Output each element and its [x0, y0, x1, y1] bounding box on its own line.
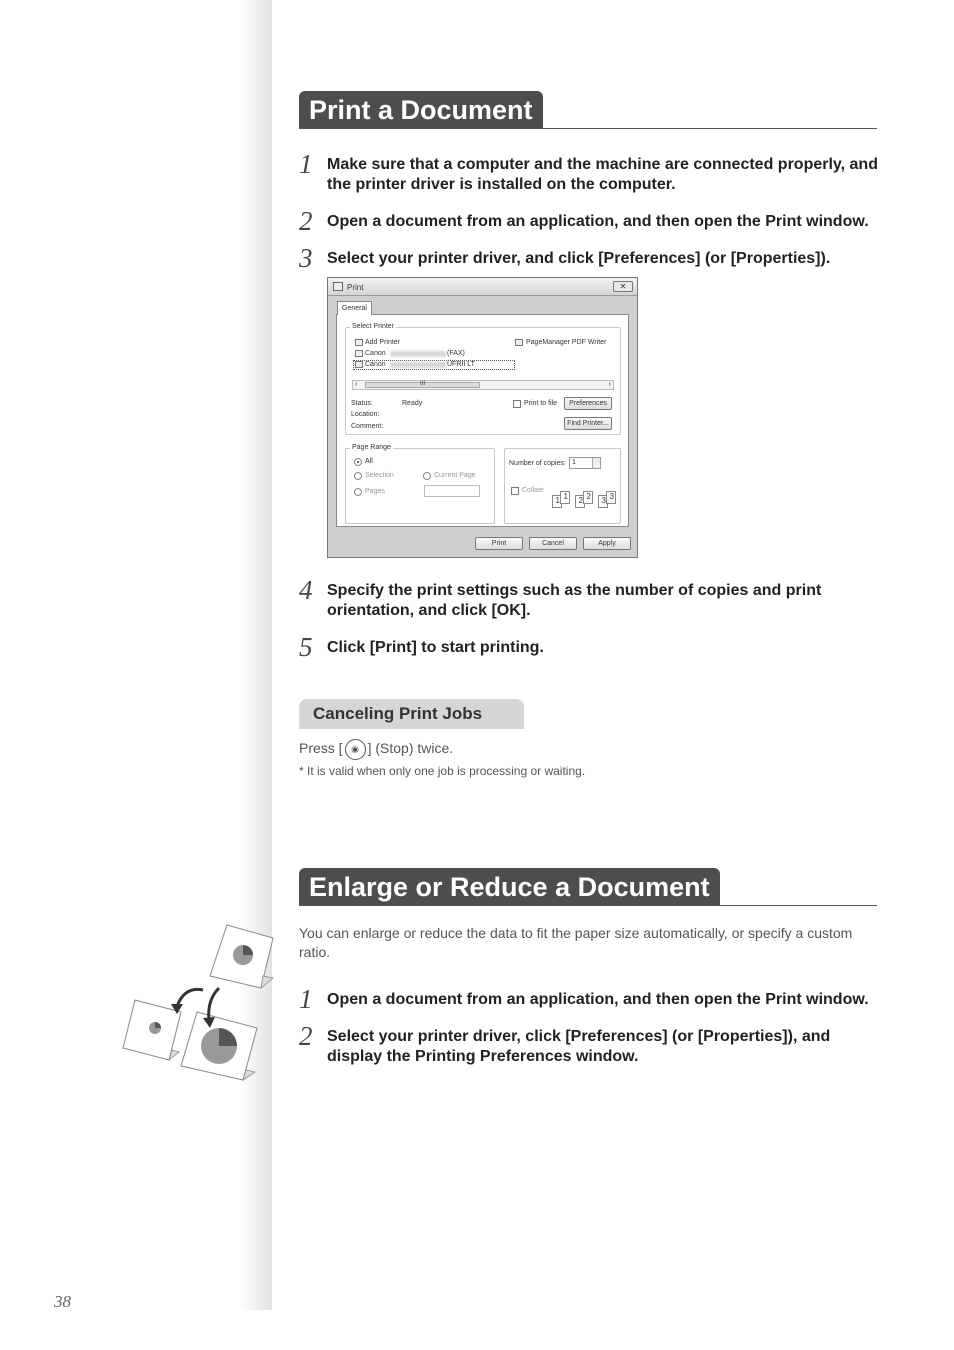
dialog-titlebar	[328, 278, 637, 296]
step-text: Make sure that a computer and the machine are connected properly, and the printer driver is installed on the computer.	[327, 156, 878, 193]
collate-page-icon: 3	[606, 491, 616, 504]
range-selection-radio[interactable]	[354, 472, 362, 480]
step-number: 5	[299, 632, 313, 662]
collate-page-icon: 2	[583, 491, 593, 504]
status-value: Ready	[402, 400, 423, 407]
heading-rule	[299, 905, 877, 906]
group-legend: Select Printer	[352, 323, 395, 330]
fax-printer-icon	[355, 350, 363, 357]
step-text: Click [Print] to start printing.	[327, 639, 544, 656]
status-label: Status:	[351, 400, 373, 407]
scroll-right-icon[interactable]: ›	[608, 381, 611, 388]
group-legend: Page Range	[352, 444, 391, 451]
range-current-radio[interactable]	[423, 472, 431, 480]
collate-page-icon: 1	[552, 495, 562, 508]
apply-button[interactable]: Apply	[583, 537, 631, 550]
print-button[interactable]: Print	[475, 537, 523, 550]
step-number: 1	[299, 149, 313, 179]
comment-label: Comment:	[351, 423, 384, 430]
step-text: Select your printer driver, click [Preferences] (or [Properties]), and display the Printing Preferences window.	[327, 1028, 831, 1065]
page-number: 38	[54, 1292, 71, 1311]
scroll-grip: III	[420, 381, 426, 387]
collate-label: Collate	[522, 487, 544, 494]
press-stop-instruction	[299, 739, 874, 760]
arrow-reduce-icon	[171, 989, 203, 1014]
intro-paragraph: You can enlarge or reduce the data to fit the paper size automatically, or specify a custom ratio.	[299, 925, 853, 960]
subsection-heading-cancel	[299, 699, 524, 729]
select-printer-group	[345, 323, 621, 435]
collate-page-icon: 3	[598, 495, 608, 508]
reduced-page-icon	[123, 1000, 181, 1060]
scrollbar-thumb[interactable]	[365, 382, 480, 388]
location-label: Location:	[351, 411, 380, 418]
close-icon[interactable]: ✕	[613, 281, 633, 292]
step-number: 4	[299, 575, 313, 605]
tab-general[interactable]: General	[337, 301, 372, 315]
dialog-title: Print	[347, 283, 364, 292]
enlarged-page-icon	[181, 1012, 257, 1080]
page-range-group	[345, 444, 495, 524]
enlarge-reduce-illustration	[115, 920, 280, 1090]
printer-pdf-writer[interactable]: PageManager PDF Writer	[526, 339, 607, 346]
collate-page-icon: 2	[575, 495, 585, 508]
printer-icon	[355, 361, 363, 368]
blurred-model	[390, 362, 446, 368]
add-printer-icon	[355, 339, 363, 346]
range-pages-radio[interactable]	[354, 488, 362, 496]
print-dialog	[327, 277, 638, 558]
step-text: Open a document from an application, and then open the Print window.	[327, 991, 869, 1008]
copies-group	[504, 448, 621, 524]
subsection-title: Canceling Print Jobs	[313, 704, 483, 723]
original-page-icon	[210, 925, 273, 988]
range-all-radio[interactable]	[354, 458, 362, 466]
printer-ufr-suffix: UFRII LT	[447, 361, 475, 368]
print-to-file-label: Print to file	[524, 400, 558, 407]
sidebar-gradient	[0, 0, 272, 1310]
copies-label: Number of copies:	[509, 460, 566, 467]
section-title: Enlarge or Reduce a Document	[299, 868, 720, 906]
footnote: * It is valid when only one job is processing or waiting.	[299, 764, 586, 778]
stop-icon: ◉	[345, 739, 366, 760]
heading-rule	[299, 128, 877, 129]
press-text-before: Press [	[299, 740, 343, 757]
find-printer-button[interactable]: Find Printer...	[564, 417, 612, 430]
step-text: Open a document from an application, and then open the Print window.	[327, 213, 869, 230]
range-pages-label: Pages	[365, 488, 385, 495]
step-text: Select your printer driver, and click [Preferences] (or [Properties]).	[327, 250, 831, 267]
preferences-button[interactable]: Preferences	[564, 397, 612, 410]
copies-value: 1	[572, 459, 576, 466]
scroll-left-icon[interactable]: ‹	[355, 381, 358, 388]
printer-canon-ufr[interactable]: Canon	[365, 361, 386, 368]
cancel-button[interactable]: Cancel	[529, 537, 577, 550]
collate-checkbox[interactable]	[511, 487, 519, 495]
general-panel	[336, 314, 629, 527]
step-number: 2	[299, 1021, 313, 1051]
printer-canon-fax[interactable]: Canon	[365, 350, 386, 357]
copies-input[interactable]	[569, 457, 601, 469]
copies-spinner[interactable]	[592, 458, 600, 468]
horizontal-scrollbar[interactable]	[352, 380, 614, 390]
collate-page-icon: 1	[560, 491, 570, 504]
section-title: Print a Document	[299, 91, 543, 129]
section-heading-enlarge	[299, 868, 877, 906]
step-number: 2	[299, 206, 313, 236]
range-current-label: Current Page	[434, 472, 476, 479]
pdf-printer-icon	[515, 339, 523, 346]
pages-input[interactable]	[424, 485, 480, 497]
range-all-label: All	[365, 458, 373, 465]
step-text: Specify the print settings such as the number of copies and print orientation, and click [OK].	[327, 582, 822, 619]
press-text-after: ] (Stop) twice.	[367, 740, 454, 757]
step-number: 3	[299, 243, 313, 273]
printer-fax-suffix: (FAX)	[447, 350, 465, 357]
section-heading-print	[299, 91, 877, 129]
step-number: 1	[299, 984, 313, 1014]
printer-add[interactable]: Add Printer	[365, 339, 401, 346]
blurred-model	[390, 351, 446, 357]
print-to-file-checkbox[interactable]	[513, 400, 521, 408]
range-selection-label: Selection	[365, 472, 394, 479]
printer-icon	[333, 282, 343, 291]
